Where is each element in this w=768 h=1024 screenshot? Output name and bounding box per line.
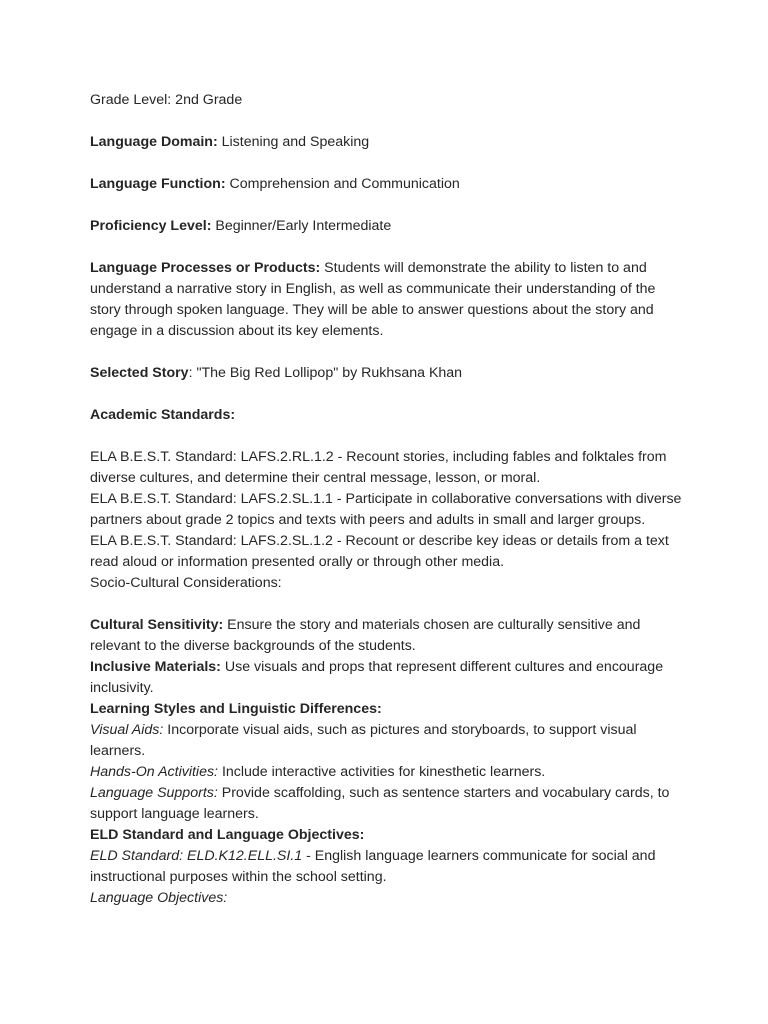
selected-story-label: Selected Story [90, 365, 189, 381]
eld-standard [90, 846, 690, 888]
hands-on-activities-label: Hands-On Activities: [90, 764, 218, 780]
standard-item-text: ELA B.E.S.T. Standard: LAFS.2.RL.1.2 - Recount stories, including fables and folktales from diverse cultures, and determine their central message, lesson, or moral. [90, 449, 667, 486]
language-supports [90, 783, 690, 825]
language-function [90, 174, 690, 195]
inclusive-materials-value: Use visuals and props that represent different cultures and encourage inclusivity. [90, 659, 664, 696]
socio-cultural-heading-text: Socio-Cultural Considerations: [90, 575, 282, 591]
standard-item [90, 531, 690, 573]
learning-styles-heading-text: Learning Styles and Linguistic Differences: [90, 701, 382, 717]
inclusive-materials [90, 657, 690, 699]
visual-aids [90, 720, 690, 762]
learning-styles-heading [90, 699, 690, 720]
standard-item [90, 447, 690, 489]
language-domain [90, 132, 690, 153]
eld-heading-text: ELD Standard and Language Objectives: [90, 827, 365, 843]
cultural-sensitivity [90, 615, 690, 657]
visual-aids-label: Visual Aids: [90, 722, 164, 738]
language-domain-label: Language Domain: [90, 134, 218, 150]
standard-item [90, 489, 690, 531]
eld-standard-value: - English language learners communicate for social and instructional purposes within the school setting. [90, 848, 656, 885]
document-page [90, 90, 690, 909]
eld-standard-label: ELD Standard: ELD.K12.ELL.SI.1 [90, 848, 303, 864]
standard-item-text: ELA B.E.S.T. Standard: LAFS.2.SL.1.2 - Recount or describe key ideas or details from a text read aloud or information presented orally or through other media. [90, 533, 669, 570]
language-function-label: Language Function: [90, 176, 226, 192]
language-domain-value: Listening and Speaking [217, 134, 370, 150]
proficiency-level [90, 216, 690, 237]
hands-on-activities-value: Include interactive activities for kinesthetic learners. [218, 764, 546, 780]
language-processes [90, 258, 690, 342]
grade-level-text: Grade Level: 2nd Grade [90, 92, 243, 108]
grade-level [90, 90, 690, 111]
selected-story-value: : "The Big Red Lollipop" by Rukhsana Khan [188, 365, 463, 381]
language-function-value: Comprehension and Communication [225, 176, 460, 192]
language-objectives-text: Language Objectives: [90, 890, 228, 906]
socio-cultural-heading [90, 573, 690, 594]
language-supports-value: Provide scaffolding, such as sentence starters and vocabulary cards, to support language learners. [90, 785, 670, 822]
standard-item-text: ELA B.E.S.T. Standard: LAFS.2.SL.1.1 - Participate in collaborative conversations with diverse partners about grade 2 topics and texts with peers and adults in small and larger groups. [90, 491, 682, 528]
visual-aids-value: Incorporate visual aids, such as pictures and storyboards, to support visual learners. [90, 722, 637, 759]
proficiency-level-label: Proficiency Level: [90, 218, 212, 234]
proficiency-level-value: Beginner/Early Intermediate [211, 218, 392, 234]
hands-on-activities [90, 762, 690, 783]
eld-heading [90, 825, 690, 846]
language-supports-label: Language Supports: [90, 785, 218, 801]
selected-story [90, 363, 690, 384]
cultural-sensitivity-label: Cultural Sensitivity: [90, 617, 224, 633]
academic-standards-heading-text: Academic Standards: [90, 407, 236, 423]
academic-standards-heading [90, 405, 690, 426]
inclusive-materials-label: Inclusive Materials: [90, 659, 221, 675]
language-processes-label: Language Processes or Products: [90, 260, 321, 276]
language-processes-value: Students will demonstrate the ability to listen to and understand a narrative story in English, as well as communicate their understanding of the story through spoken language. They will be able to answer questions about the story and engage in a discussion about its key elements. [90, 260, 656, 339]
language-objectives [90, 888, 690, 909]
cultural-sensitivity-value: Ensure the story and materials chosen are culturally sensitive and relevant to the diverse backgrounds of the students. [90, 617, 641, 654]
